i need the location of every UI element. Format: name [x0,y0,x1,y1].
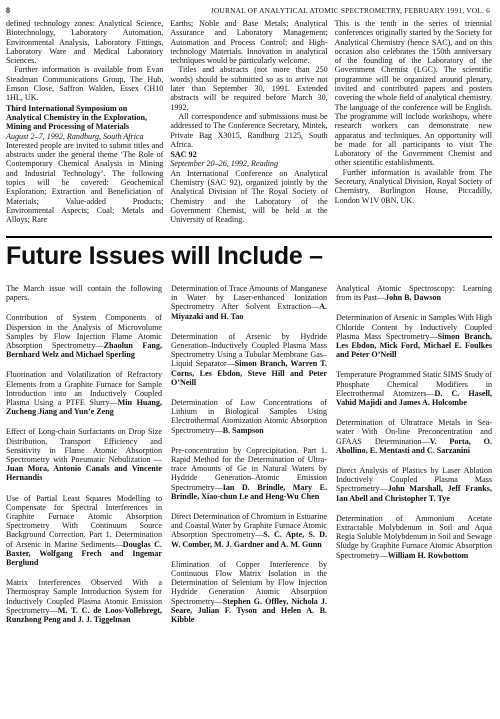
paragraph: Titles and abstracts (not more than 250 words) should be submitted so as to arrive not later than September 30, 1991. Extended abstracts will be required before March 30, 1992. [170,65,328,112]
section-heading: SAC 92 [170,150,197,160]
running-head: JOURNAL OF ANALYTICAL ATOMIC SPECTROMETRY, FEBRUARY 1991, VOL. 6 [210,6,490,15]
section-heading: Third International Symposium on Analytical Chemistry in the Exploration, Mining and Processing of Materials [6,103,147,132]
event-date-location: August 2–7, 1992, Randburg, South Africa [6,131,144,141]
article-authors: Min Huang, Zucheng Jiang and Yun’e Zeng [6,398,162,417]
article-authors: A. Miyazaki and H. Tao [171,302,327,321]
article-entry [6,313,162,359]
article-title: Determination of Arsenic in Samples With High Chloride Content by Inductively Coupled Plasma Mass Spectrometry— [336,313,492,341]
future-column-2 [171,284,327,635]
article-entry [6,578,162,624]
article-entry [171,332,327,387]
article-authors: Simon Branch, Warren T. Corns, Les Ebdon, Steve Hill and Peter O’Neill [171,359,327,387]
article-entry [171,446,327,501]
article-title: Matrix Interferences Observed With a Thermospray Sample Introduction System for Inductively Coupled Plasma Atomic Emission Spectrometry— [6,578,162,615]
article-authors: D. C. Hasell, Vahid Majidi and James A. Holcombe [336,388,492,408]
article-title: Effect of Long-chain Surfactants on Drop Size Distribution, Transport Efficiency and Sensitivity in Flame Atomic Absorption Spectrometry with Pneumatic Nebulization — [6,427,162,465]
article-title: Determination of Trace Amounts of Manganese in Water by Laser-enhanced Ionization Spectrometry After Solvent Extraction— [171,284,327,312]
article-authors: Stephen G. Offley, Nichola J. Seare, Julian F. Tyson and Helen A. B. Kibble [171,596,327,625]
article-title: Contribution of System Components of Dispersion in the Analysis of Microvolume Samples by Flow Injection Flame Atomic Absorption Spectrometry— [6,313,162,351]
article-title: Determination of Low Concentrations of Lithium in Biological Samples Using Electrothermal Atomization Atomic Absorption Spectrometry— [171,398,327,435]
article-entry [171,560,327,624]
paragraph: defined technology zones: Analytical Science, Biotechnology, Laboratory Automation, Environmental Analysis, Laboratory Fittings, Laboratory Ware and Medical Laboratory Sciences. [6,19,164,66]
article-authors: Juan Mora, Antonio Canals and Vincente Hernandis [6,464,162,483]
article-authors: M. T. C. de Loos-Vollebregt, Runzhong Peng and J. J. Tiggelman [6,605,162,625]
page-number: 8 [6,6,11,15]
article-authors: Simon Branch, Les Ebdon, Mick Ford, Michael E. Foulkes and Peter O’Neill [336,331,492,360]
article-title: Determination of Ammonium Acetate Extractable Molybdenum in Soil and Aqua Regia Soluble Molybdenum in Soil and Sewage Sludge by Graphite Furnace Atomic Absorption Spectrometry— [336,513,492,560]
paragraph: Interested people are invited to submit titles and abstracts under the general theme ‘The Role of Contemporary Chemical Analysis in Mining and Industrial Technology’. The following topics will be covered: Geochemical Exploration; Extraction and Beneficiation of Materials; Value-added Products; Environmental Aspects; Coal; Metals and Alloys; Rare [6,140,164,225]
article-authors: V. Porta, O. Abollino, E. Mentasti and C. Sarzanini [336,436,492,455]
article-entry [6,427,162,482]
future-column-1 [6,284,162,635]
article-entry [336,284,492,302]
page-header [6,6,490,18]
article-entry [336,514,492,560]
article-entry [6,494,162,568]
article-authors: William H. Rowbottom [387,550,469,560]
article-entry [336,370,492,407]
article-authors: Zhaolun Fang, Bernhard Welz and Michael Sperling [6,341,162,360]
future-issues-section [6,284,492,635]
article-entry [171,512,327,549]
article-title: Analytical Atomic Spectroscopy: Learning from its Past— [336,284,492,303]
announcements-section [6,19,492,225]
article-entry [6,370,162,416]
paragraph: Further information is available from Evan Steadman Communications Group, The Hub, Emson Close, Saffron Walden, Essex CH10 1HL, UK. [6,65,164,103]
article-authors: Ian D. Brindle, Mary E. Brindle, Xiao-chun Le and Heng-Wu Chen [171,482,327,501]
paragraph: Further information is available from The Secretary, Analytical Division, Royal Society of Chemistry, Burlington House, Piccadilly, London W1V 0BN, UK. [334,167,492,205]
article-title: Direct Analysis of Plastics by Laser Ablation Inductively Coupled Plasma Mass Spectrometry— [336,466,492,494]
article-entry [171,398,327,435]
article-authors: B. Sampson [222,425,264,435]
future-issues-title: Future Issues will Include – [6,242,323,270]
event-date-location: September 20–26, 1992, Reading [170,159,279,169]
announcement-column-2 [170,19,327,225]
article-entry [336,466,492,503]
article-title: Temperature Programmed Static SIMS Study of Phosphate Chemical Modifiers in Electrothermal Atomizers— [336,370,492,398]
article-entry [336,313,492,359]
paragraph: An International Conference on Analytical Chemistry (SAC 92), organized jointly by the Analytical Division of The Royal Society of Chemistry and the Laboratory of the Government Chemist, will be held at the University of Reading. [170,168,328,225]
future-column-3 [336,284,492,635]
article-entry [336,418,492,455]
article-title: Fluorination and Volatilization of Refractory Elements from a Graphite Furnace for Sample Introduction into an Inductively Coupled Plasma Using a PTFE Slurry— [6,370,162,408]
article-authors: Douglas C. Baxter, Wolfgang Frech and Ingemar Berglund [6,539,162,568]
announcement-column-3 [335,19,492,225]
article-title: Pre-concentration by Coprecipitation. Part 1. Rapid Method for the Determination of Ultra-trace Amounts of Ge in Natural Waters by Hydride Generation–Atomic Emission Spectrometry— [171,445,327,492]
announcement-column-1 [6,19,163,225]
article-title: Determination of Ultratrace Metals in Sea-water With On-line Preconcentration and GFAAS Determination— [336,418,492,446]
article-authors: John Marshall, Jeff Franks, Ian Abell and Christopher T. Tye [336,484,492,503]
future-intro: The March issue will contain the following papers. [6,284,162,303]
article-authors: John B. Dawson [385,293,442,303]
article-title: Elimination of Copper Interference by Continuous Flow Matrix Isolation in the Determination of Selenium by Flow Injection Hydride Generation Atomic Absorption Spectrometry— [171,559,327,606]
section-divider [6,236,492,238]
paragraph: Earths; Noble and Base Metals; Analytical Assurance and Laboratory Management; Automation and Process Control; and High-technology Materials. Innovation in analytical techniques would be particularly welcome. [170,19,328,66]
paragraph: This is the tenth in the series of triennial conferences originally started by the Society for Analytical Chemistry (hence SAC), and on this occasion also celebrates the 150th anniversary of the founding of the Laboratory of the Government Chemist (LGC). The scientific programme will be organized around plenary, invited and contributed papers and posters covering the whole field of analytical chemistry. The language of the conference will be English. The programme will include workshops, where research workers can demonstrate new apparatus and techniques. An opportunity will be made for all participants to visit The Laboratory of the Government Chemist and other scientific establishments. [334,19,492,168]
paragraph: All correspondence and submissions must be addressed to The Conference Secretary, Mintek, Private Bag X3015, Randburg 2125, South Africa. [170,111,328,149]
article-entry [171,284,327,321]
article-title: Use of Partial Least Squares Modelling to Compensate for Spectral Interferences in Graphite Furnace Atomic Absorption Spectrometry With Continuum Source Background Correction. Part 1. Determination of Arsenic in Marine Sediments— [6,493,162,549]
article-authors: S. C. Apte, S. D. W. Comber, M. J. Gardner and A. M. Gunn [171,530,327,549]
article-title: Direct Determination of Chromium in Estuarine and Coastal Water by Graphite Furnace Atomic Absorption Spectrometry— [171,512,327,540]
article-title: Determination of Arsenic by Hydride Generation–Inductively Coupled Plasma Mass Spectrometry Using a Tubular Membrane Gas–Liquid Separator— [171,331,327,369]
